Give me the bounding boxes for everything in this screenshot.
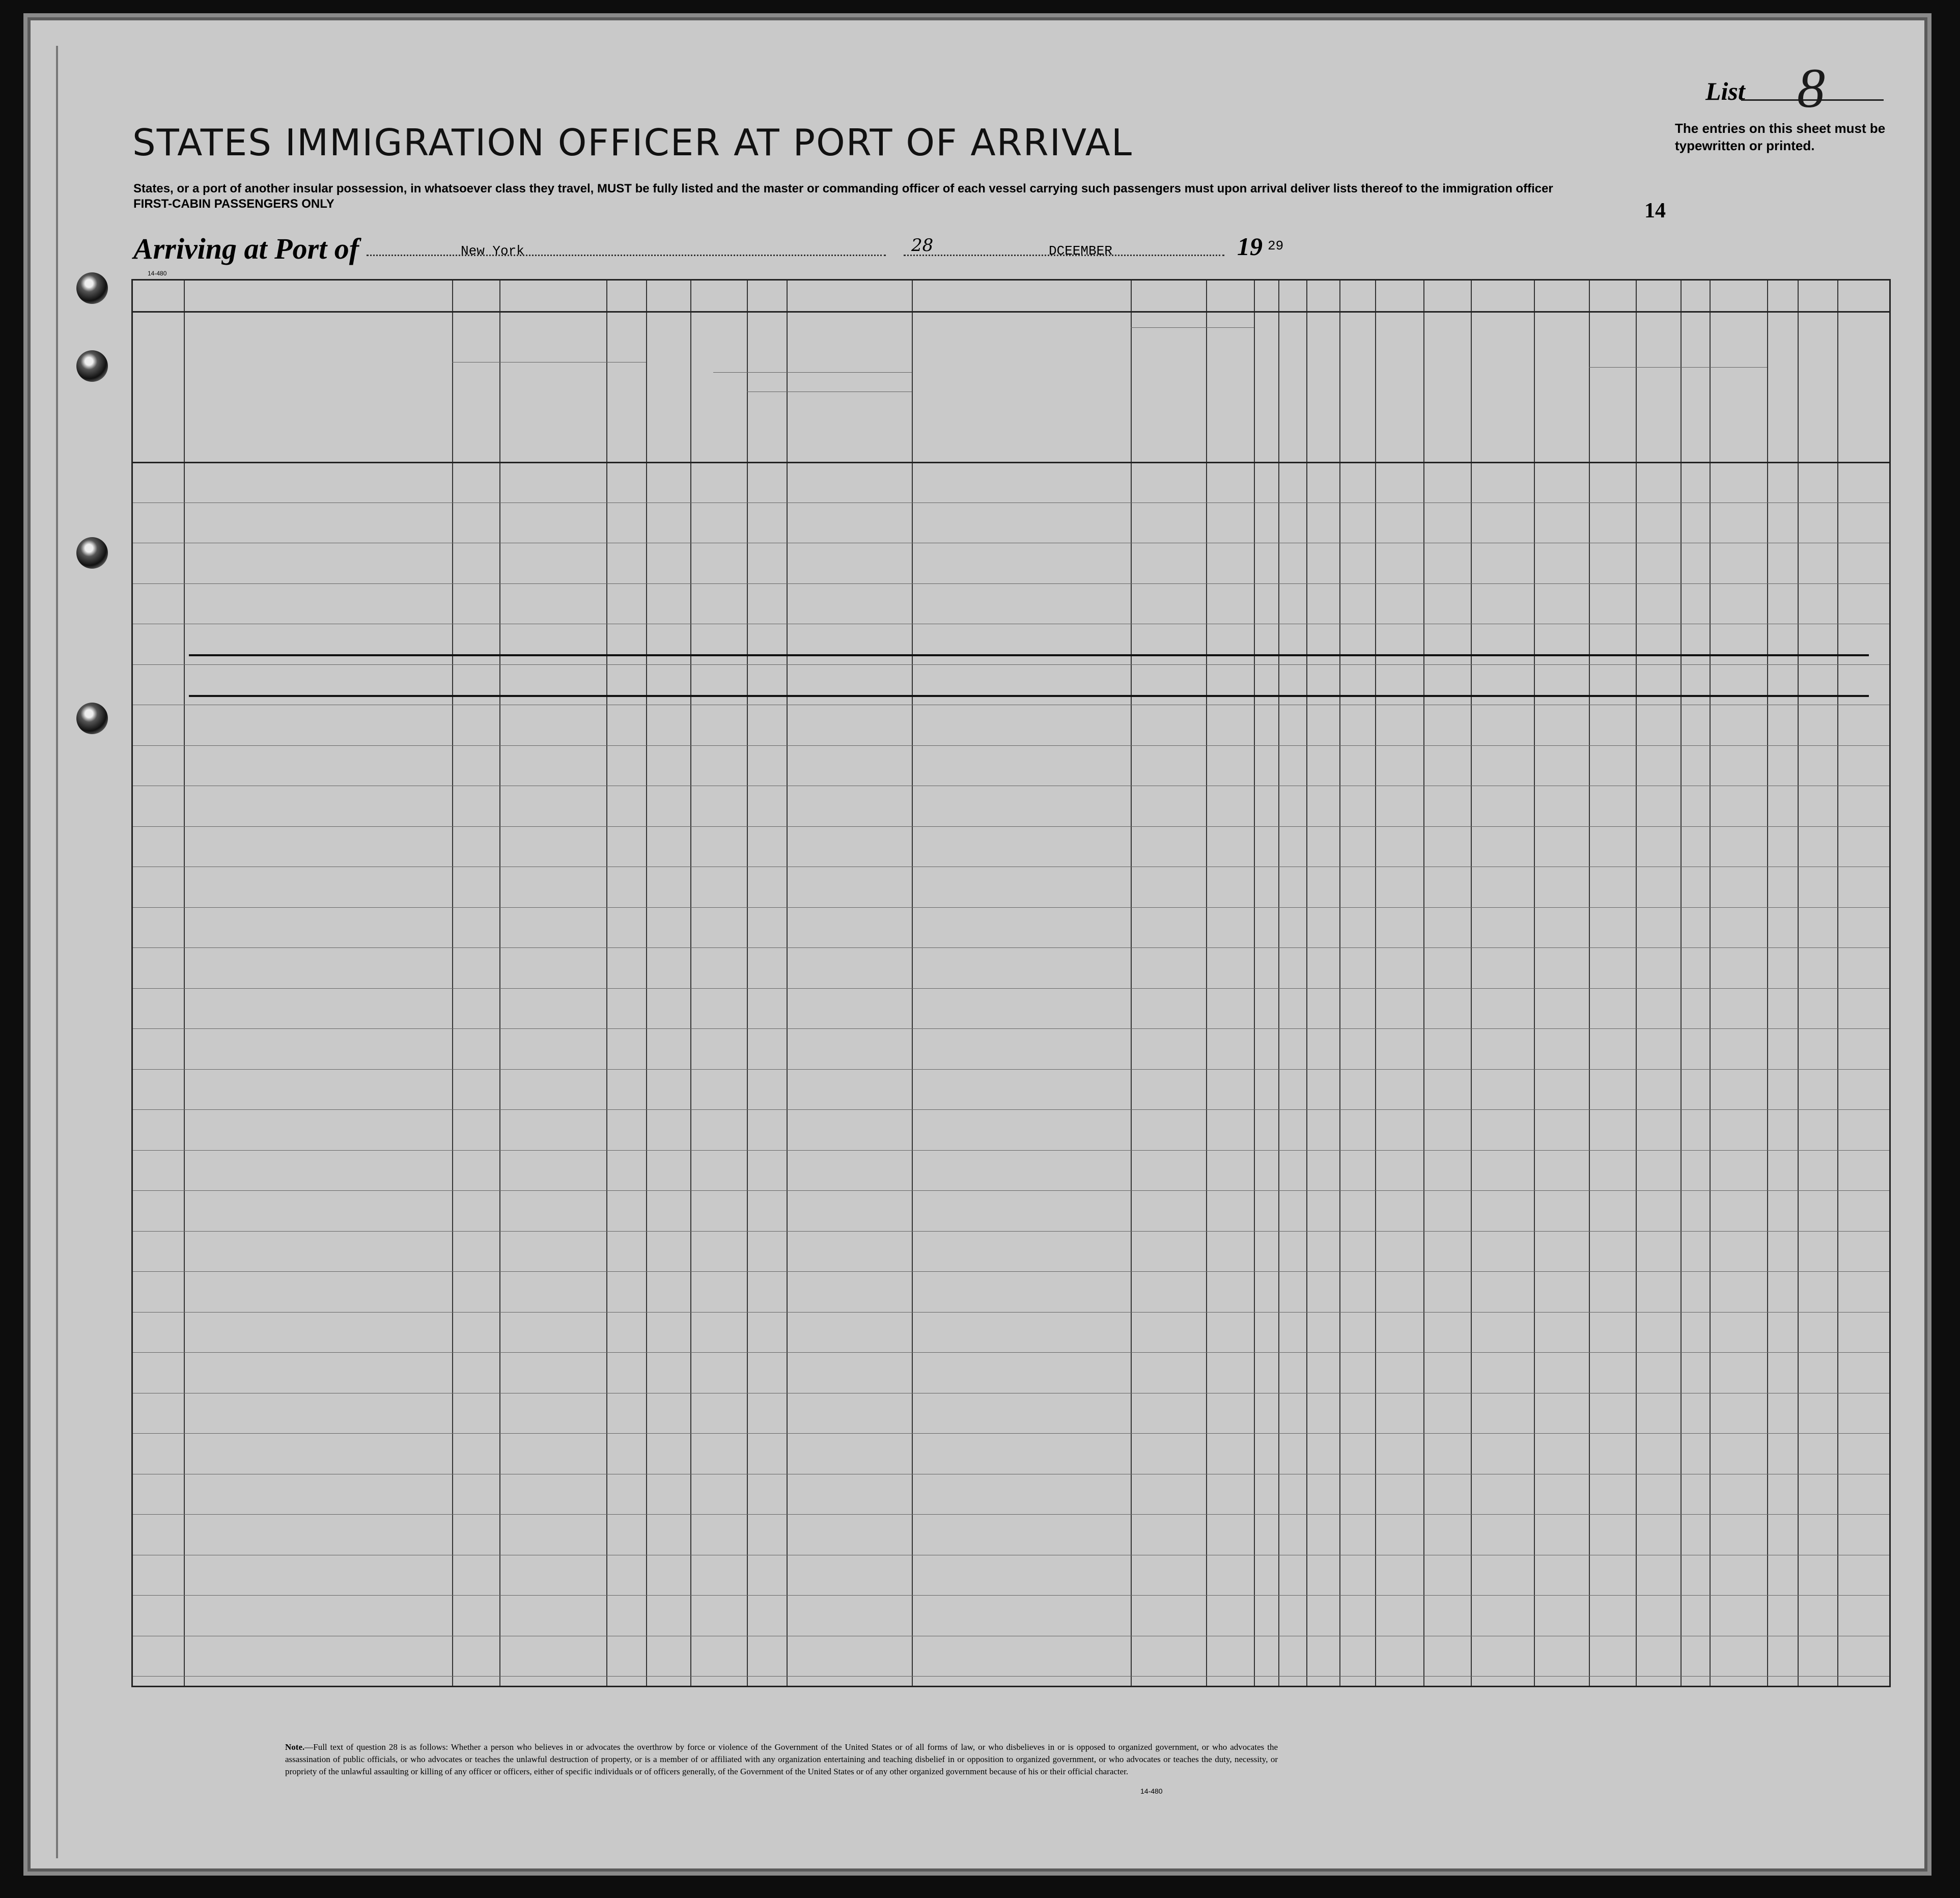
subtitle-text: States, or a port of another insular possession, in whatsoever class they travel, MUST be fully listed and the master or commanding officer of each vessel carrying such passengers must upon arrival deliver lists thereof to the immigration officer [133,182,1553,196]
table-column-line [184,281,185,1686]
table-column-line [1636,281,1637,1686]
table-column-line [499,281,500,1686]
table-column-line [452,281,453,1686]
header-subline [1681,367,1767,368]
table-column-line [1589,281,1590,1686]
table-row-line [133,1514,1889,1515]
port-value: New York [461,243,524,259]
footnote-code: 14-480 [1140,1787,1163,1795]
table-row-line [133,1109,1889,1110]
table-column-line [1471,281,1472,1686]
table-column-line [1131,281,1132,1686]
table-column-line [1375,281,1376,1686]
table-row-line [133,907,1889,908]
table-row-line [133,988,1889,989]
table-column-line [1837,281,1838,1686]
table-row-line [133,1028,1889,1029]
list-number: 8 [1797,57,1825,119]
table-row-line [133,664,1889,665]
strike-line [189,695,1869,697]
table-row-line [133,1433,1889,1434]
table-column-line [912,281,913,1686]
table-row-line [133,1271,1889,1272]
table-header-line [133,462,1889,463]
sheet-number: 14 [1644,199,1666,222]
header-subline [1589,367,1681,368]
table-column-line [747,281,748,1686]
table-column-line [787,281,788,1686]
day-value: 28 [911,235,934,256]
table-column-line [1534,281,1535,1686]
table-column-line [1339,281,1340,1686]
table-header-line [133,311,1889,313]
binder-hole-icon [76,350,108,382]
table-column-line [1206,281,1207,1686]
binder-hole-icon [76,703,108,734]
table-column-line [1710,281,1711,1686]
footnote-text: —Full text of question 28 is as follows: Whether a person who believes in or advocates the overthrow by force or violence of the Government of the United States or of all forms of law, or who disbelieves in or is opposed to organized government, or who advocates the assassination of public officials, or who advocates or teaches the unlawful destruction of property, or is a member of or affiliated with any organization entertaining and teaching disbelief in or opposition to organized government, or who advocates or teaches the duty, necessity, or propriety of the unlawful assaulting or killing of any officer or officers, either of specific individuals or of officers generally, of the Government of the United States or of any other organized government because of his or their official character. [285,1742,1278,1776]
page-subtitle [133,181,1712,212]
form-code-top: 14-480 [148,270,167,277]
binder-hole-icon [76,272,108,304]
table-column-line [1254,281,1255,1686]
table-column-line [1423,281,1424,1686]
table-row-line [133,1150,1889,1151]
year-prefix: 19 [1237,232,1263,261]
month-value: DCEEMBER [1049,243,1112,259]
table-row-line [133,947,1889,948]
table-row-line [133,1312,1889,1313]
table-row-line [133,1352,1889,1353]
table-row-line [133,1190,1889,1191]
strike-line [189,654,1869,656]
table-row-line [133,583,1889,584]
header-subline [1131,327,1254,328]
entries-note: The entries on this sheet must be typewritten or printed. [1675,121,1886,153]
table-column-line [1798,281,1799,1686]
table-column-line [1767,281,1768,1686]
footnote [285,1741,1278,1778]
table-column-line [1278,281,1279,1686]
footnote-label: Note. [285,1742,305,1752]
list-label: List [1705,77,1745,105]
header-subline [713,372,912,373]
page-title: STATES IMMIGRATION OFFICER AT PORT OF ARRIVAL [132,121,1133,164]
table-row-line [133,1231,1889,1232]
table-row-line [133,1676,1889,1677]
class-line: FIRST-CABIN PASSENGERS ONLY [133,197,334,211]
table-column-line [646,281,647,1686]
table-row-line [133,1595,1889,1596]
year-suffix: 29 [1268,238,1284,254]
table-column-line [606,281,607,1686]
table-row-line [133,826,1889,827]
table-row-line [133,1069,1889,1070]
arriving-label: Arriving at Port of [133,232,359,265]
table-column-line [1306,281,1307,1686]
port-dotline [367,255,886,256]
table-column-line [1681,281,1682,1686]
table-column-line [690,281,691,1686]
binder-hole-icon [76,537,108,569]
manifest-table [131,279,1891,1687]
table-row-line [133,745,1889,746]
